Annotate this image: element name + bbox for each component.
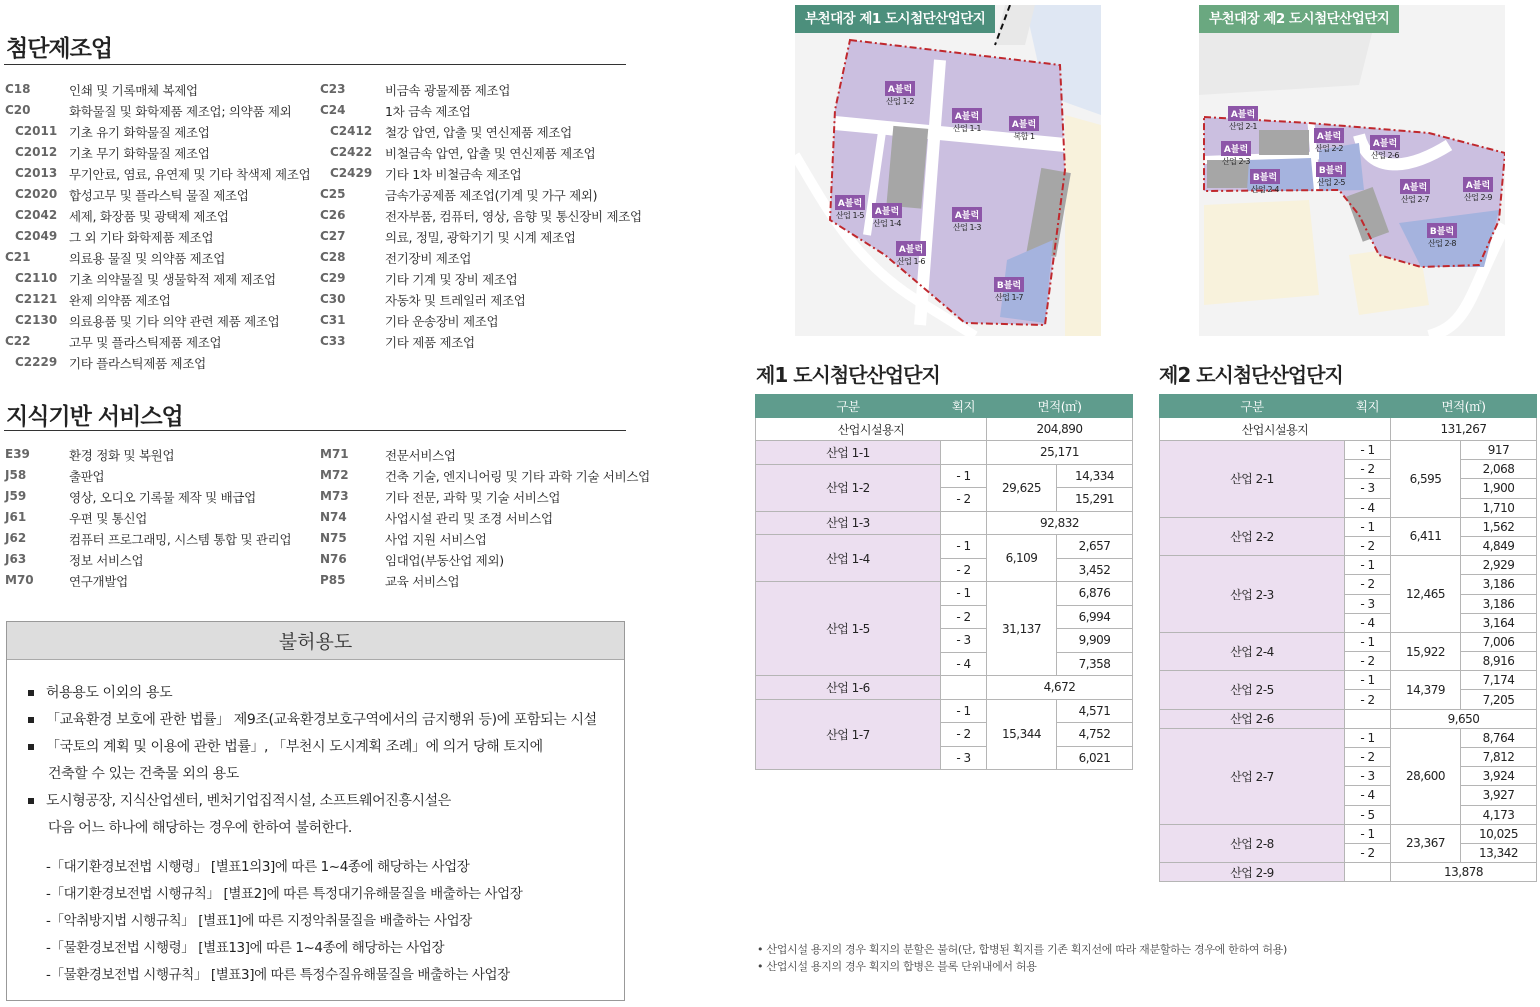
industry-name: 기타 기계 및 장비 제조업 xyxy=(385,272,518,287)
industry-name: 인쇄 및 기록매체 복제업 xyxy=(69,83,198,98)
industry-code: M72 xyxy=(320,468,349,482)
industry-code: C2012 xyxy=(15,145,58,159)
block-badge: A블럭 xyxy=(1009,116,1039,131)
row-lot: - 2 xyxy=(941,723,987,747)
block-name: 산업 2-4 xyxy=(1250,185,1280,194)
row-name: 산업 2-9 xyxy=(1160,863,1345,882)
row-lot: - 3 xyxy=(941,629,987,653)
row-area: 7,174 xyxy=(1461,671,1537,690)
block-name: 산업 1-3 xyxy=(952,223,982,232)
area-table-1 xyxy=(755,394,1133,770)
industry-code: C30 xyxy=(320,292,346,306)
industry-name: 완제 의약품 제조업 xyxy=(69,293,171,308)
row-total: 15,344 xyxy=(987,699,1057,770)
industry-name: 의료용품 및 기타 의약 관련 제품 제조업 xyxy=(69,314,280,329)
block-badge: B블럭 xyxy=(1427,223,1457,238)
row-name: 산업 2-2 xyxy=(1160,517,1345,555)
row-area: 4,849 xyxy=(1461,536,1537,555)
industry-code: C2229 xyxy=(15,355,58,369)
manufacturing-title: 첨단제조업 xyxy=(6,36,113,62)
bullet-icon xyxy=(28,717,34,723)
block-name: 산업 2-9 xyxy=(1463,193,1493,202)
block-badge: B블럭 xyxy=(1250,169,1280,184)
row-name: 산업 1-2 xyxy=(756,464,941,511)
header-lot: 획지 xyxy=(941,395,987,418)
row-total: 23,367 xyxy=(1391,824,1461,862)
row-lot: - 1 xyxy=(1345,671,1391,690)
row-lot: - 2 xyxy=(941,558,987,582)
row-total: 12,465 xyxy=(1391,556,1461,633)
sub-item: -「물환경보전법 시행규칙」 [별표3]에 따른 특정수질유해물질을 배출하는 사업장 xyxy=(46,967,510,983)
row-total: 6,595 xyxy=(1391,441,1461,518)
row-area: 3,452 xyxy=(1057,558,1133,582)
row-name: 산업 1-6 xyxy=(756,676,941,700)
industry-code: C26 xyxy=(320,208,346,222)
industry-code: J59 xyxy=(5,489,27,503)
industry-code: C18 xyxy=(5,82,31,96)
row-total: 25,171 xyxy=(987,441,1133,465)
row-lot: - 1 xyxy=(941,699,987,723)
row-area: 1,710 xyxy=(1461,498,1537,517)
site-map-2-title: 부천대장 제2 도시첨단산업단지 xyxy=(1199,5,1399,33)
block-label xyxy=(1214,137,1258,167)
total-label: 산업시설용지 xyxy=(1160,418,1391,441)
row-lot: - 2 xyxy=(1345,748,1391,767)
site-map-1-drawing xyxy=(795,5,1101,336)
row-lot: - 5 xyxy=(1345,805,1391,824)
bullet-text: 허용용도 이외의 용도 xyxy=(46,685,173,701)
industry-name: 전자부품, 컴퓨터, 영상, 음향 및 통신장비 제조업 xyxy=(385,209,642,224)
industry-name: 자동차 및 트레일러 제조업 xyxy=(385,293,526,308)
sub-item: -「대기환경보전법 시행령」 [별표1의3]에 따른 1~4종에 해당하는 사업장 xyxy=(46,859,470,875)
row-lot: - 4 xyxy=(941,652,987,676)
bullet-text-continued: 다음 어느 하나에 해당하는 경우에 한하여 불허한다. xyxy=(48,820,352,836)
total-label: 산업시설용지 xyxy=(756,418,987,441)
bullet-text-continued: 건축할 수 있는 건축물 외의 용도 xyxy=(48,766,239,782)
block-badge: A블럭 xyxy=(1370,135,1400,150)
row-area: 2,929 xyxy=(1461,556,1537,575)
block-name: 산업 2-7 xyxy=(1400,195,1430,204)
industry-code: C31 xyxy=(320,313,346,327)
row-area: 13,342 xyxy=(1461,843,1537,862)
industry-name: 기타 플라스틱제품 제조업 xyxy=(69,356,206,371)
industry-code: C33 xyxy=(320,334,346,348)
industry-code: C2049 xyxy=(15,229,58,243)
site-map-1 xyxy=(795,5,1101,336)
row-total: 4,672 xyxy=(987,676,1133,700)
row-area: 7,205 xyxy=(1461,690,1537,709)
row-lot-empty xyxy=(941,441,987,465)
industry-code: C27 xyxy=(320,229,346,243)
sub-item: -「악취방지법 시행규칙」 [별표1]에 따른 지정악취물질을 배출하는 사업장 xyxy=(46,913,472,929)
prohibited-title: 불허용도 xyxy=(7,622,624,660)
block-name: 산업 1-2 xyxy=(885,97,915,106)
row-lot: - 1 xyxy=(941,535,987,559)
industry-name: 기초 유기 화학물질 제조업 xyxy=(69,125,210,140)
industry-code: C2130 xyxy=(15,313,58,327)
industry-code: C2110 xyxy=(15,271,58,285)
row-total: 14,379 xyxy=(1391,671,1461,709)
industry-name: 금속가공제품 제조업(기계 및 가구 제외) xyxy=(385,188,598,203)
block-label xyxy=(1393,175,1437,205)
industry-name: 화학물질 및 화학제품 제조업; 의약품 제외 xyxy=(69,104,292,119)
block-name: 산업 2-5 xyxy=(1316,178,1346,187)
industry-name: 기타 전문, 과학 및 기술 서비스업 xyxy=(385,490,561,505)
row-lot: - 1 xyxy=(941,582,987,606)
block-label xyxy=(1221,102,1265,132)
site-map-2 xyxy=(1199,5,1505,336)
block-badge: A블럭 xyxy=(952,108,982,123)
row-area: 3,164 xyxy=(1461,613,1537,632)
industry-code: P85 xyxy=(320,573,346,587)
industry-code: C22 xyxy=(5,334,31,348)
block-label xyxy=(1307,124,1351,154)
row-area: 3,927 xyxy=(1461,786,1537,805)
industry-name: 컴퓨터 프로그래밍, 시스템 통합 및 관리업 xyxy=(69,532,292,547)
industry-name: 기초 의약물질 및 생물학적 제제 제조업 xyxy=(69,272,276,287)
industry-name: 합성고무 및 플라스틱 물질 제조업 xyxy=(69,188,249,203)
industry-name: 무기안료, 염료, 유연제 및 기타 착색제 제조업 xyxy=(69,167,311,182)
industry-name: 의료, 정밀, 광학기기 및 시계 제조업 xyxy=(385,230,576,245)
row-lot-empty xyxy=(1345,709,1391,728)
row-name: 산업 1-7 xyxy=(756,699,941,770)
service-title: 지식기반 서비스업 xyxy=(6,404,183,430)
row-total: 6,411 xyxy=(1391,517,1461,555)
block-badge: A블럭 xyxy=(1221,141,1251,156)
divider xyxy=(4,64,626,65)
industry-name: 전기장비 제조업 xyxy=(385,251,472,266)
bullet-item xyxy=(28,709,597,729)
industry-code: C25 xyxy=(320,187,346,201)
row-area: 6,021 xyxy=(1057,746,1133,770)
row-area: 1,562 xyxy=(1461,517,1537,536)
industry-name: 기타 1차 비철금속 제조업 xyxy=(385,167,522,182)
row-total: 6,109 xyxy=(987,535,1057,582)
industry-code: M71 xyxy=(320,447,349,461)
industry-name: 철강 압연, 압출 및 연신제품 제조업 xyxy=(385,125,572,140)
row-lot: - 2 xyxy=(1345,460,1391,479)
industry-name: 환경 정화 및 복원업 xyxy=(69,448,175,463)
bullet-item xyxy=(28,790,451,810)
row-lot: - 3 xyxy=(941,746,987,770)
block-name: 복합 1 xyxy=(1013,132,1035,141)
sub-item: -「물환경보전법 시행령」 [별표13]에 따른 1~4종에 해당하는 사업장 xyxy=(46,940,445,956)
header-area: 면적(㎡) xyxy=(987,395,1133,418)
industry-name: 기초 무기 화학물질 제조업 xyxy=(69,146,210,161)
industry-name: 1차 금속 제조업 xyxy=(385,104,471,119)
industry-code: C21 xyxy=(5,250,31,264)
bullet-icon xyxy=(28,690,34,696)
industry-code: C2013 xyxy=(15,166,58,180)
industry-code: J58 xyxy=(5,468,27,482)
row-name: 산업 2-5 xyxy=(1160,671,1345,709)
industry-name: 사업 지원 서비스업 xyxy=(385,532,487,547)
row-total: 29,625 xyxy=(987,464,1057,511)
row-name: 산업 2-8 xyxy=(1160,824,1345,862)
row-area: 917 xyxy=(1461,441,1537,460)
row-area: 15,291 xyxy=(1057,488,1133,512)
row-area: 8,916 xyxy=(1461,652,1537,671)
block-name: 산업 1-1 xyxy=(952,124,982,133)
header-area: 면적(㎡) xyxy=(1391,395,1537,418)
block-badge: A블럭 xyxy=(1463,177,1493,192)
industry-name: 임대업(부동산업 제외) xyxy=(385,553,504,568)
row-lot: - 2 xyxy=(941,605,987,629)
block-badge: B블럭 xyxy=(1316,162,1346,177)
row-area: 2,068 xyxy=(1461,460,1537,479)
industry-name: 고무 및 플라스틱제품 제조업 xyxy=(69,335,222,350)
footnote-1: • 산업시설 용지의 경우 획지의 분할은 불허(단, 합병된 획지를 기존 획지선에 따라 재분할하는 경우에 한하여 허용) xyxy=(757,943,1287,956)
row-lot: - 1 xyxy=(1345,556,1391,575)
industry-code: M73 xyxy=(320,489,349,503)
block-label xyxy=(987,273,1031,303)
block-label xyxy=(1243,165,1287,195)
industry-name: 의료용 물질 및 의약품 제조업 xyxy=(69,251,225,266)
row-lot: - 1 xyxy=(941,464,987,488)
bullet-text: 「국토의 계획 및 이용에 관한 법률」, 「부천시 도시계획 조례」에 의거 당해 토지에 xyxy=(46,739,543,755)
row-area: 3,186 xyxy=(1461,575,1537,594)
industry-code: N75 xyxy=(320,531,347,545)
industry-name: 기타 운송장비 제조업 xyxy=(385,314,499,329)
row-name: 산업 1-1 xyxy=(756,441,941,465)
block-label xyxy=(1456,173,1500,203)
industry-code: N76 xyxy=(320,552,347,566)
industry-name: 기타 제품 제조업 xyxy=(385,335,475,350)
block-badge: A블럭 xyxy=(952,207,982,222)
industry-code: C2412 xyxy=(330,124,373,138)
row-lot: - 2 xyxy=(1345,652,1391,671)
industry-name: 전문서비스업 xyxy=(385,448,456,463)
industry-code: J62 xyxy=(5,531,27,545)
industry-code: C2020 xyxy=(15,187,58,201)
row-total: 92,832 xyxy=(987,511,1133,535)
industry-name: 교육 서비스업 xyxy=(385,574,460,589)
row-total: 9,650 xyxy=(1391,709,1537,728)
bullet-icon xyxy=(28,744,34,750)
header-category: 구분 xyxy=(756,395,941,418)
industry-name: 세제, 화장품 및 광택제 제조업 xyxy=(69,209,229,224)
block-label xyxy=(1363,131,1407,161)
block-name: 산업 2-3 xyxy=(1221,157,1251,166)
row-lot-empty xyxy=(941,511,987,535)
row-name: 산업 1-3 xyxy=(756,511,941,535)
industry-code: C2121 xyxy=(15,292,58,306)
industry-code: J61 xyxy=(5,510,27,524)
row-name: 산업 1-5 xyxy=(756,582,941,676)
row-area: 14,334 xyxy=(1057,464,1133,488)
bullet-text: 도시형공장, 지식산업센터, 벤처기업집적시설, 소프트웨어진흥시설은 xyxy=(46,793,451,809)
row-area: 7,006 xyxy=(1461,632,1537,651)
block-name: 산업 1-7 xyxy=(994,293,1024,302)
row-name: 산업 2-3 xyxy=(1160,556,1345,633)
industry-code: C28 xyxy=(320,250,346,264)
area-table-2 xyxy=(1159,394,1537,882)
row-lot-empty xyxy=(941,676,987,700)
bullet-icon xyxy=(28,798,34,804)
row-lot: - 4 xyxy=(1345,786,1391,805)
row-lot: - 4 xyxy=(1345,498,1391,517)
footnote-2: • 산업시설 용지의 경우 획지의 합병은 블록 단위내에서 허용 xyxy=(757,960,1037,973)
block-name: 산업 2-2 xyxy=(1314,144,1344,153)
industry-name: 출판업 xyxy=(69,469,105,484)
row-total: 28,600 xyxy=(1391,728,1461,824)
row-area: 9,909 xyxy=(1057,629,1133,653)
industry-code: M70 xyxy=(5,573,34,587)
block-label xyxy=(1420,219,1464,249)
block-label xyxy=(945,104,989,134)
industry-code: J63 xyxy=(5,552,27,566)
block-badge: B블럭 xyxy=(994,277,1024,292)
industry-code: N74 xyxy=(320,510,347,524)
industry-code: C2429 xyxy=(330,166,373,180)
bullet-item xyxy=(28,682,172,702)
row-total: 31,137 xyxy=(987,582,1057,676)
row-area: 3,186 xyxy=(1461,594,1537,613)
industry-code: C2011 xyxy=(15,124,58,138)
table-2-title: 제2 도시첨단산업단지 xyxy=(1159,363,1343,387)
row-area: 3,924 xyxy=(1461,767,1537,786)
industry-name: 그 외 기타 화학제품 제조업 xyxy=(69,230,214,245)
row-area: 7,812 xyxy=(1461,748,1537,767)
row-area: 4,173 xyxy=(1461,805,1537,824)
row-area: 8,764 xyxy=(1461,728,1537,747)
row-lot: - 3 xyxy=(1345,479,1391,498)
block-name: 산업 2-1 xyxy=(1228,122,1258,131)
industry-name: 비철금속 압연, 압출 및 연신제품 제조업 xyxy=(385,146,596,161)
table-1-title: 제1 도시첨단산업단지 xyxy=(756,363,940,387)
site-map-1-title: 부천대장 제1 도시첨단산업단지 xyxy=(795,5,995,33)
total-value: 131,267 xyxy=(1391,418,1537,441)
row-area: 6,994 xyxy=(1057,605,1133,629)
industry-code: C24 xyxy=(320,103,346,117)
row-lot: - 2 xyxy=(1345,690,1391,709)
row-lot-empty xyxy=(1345,863,1391,882)
row-lot: - 1 xyxy=(1345,632,1391,651)
row-name: 산업 1-4 xyxy=(756,535,941,582)
industry-name: 사업시설 관리 및 조경 서비스업 xyxy=(385,511,553,526)
row-area: 2,657 xyxy=(1057,535,1133,559)
row-lot: - 1 xyxy=(1345,441,1391,460)
divider xyxy=(4,430,626,431)
industry-code: C20 xyxy=(5,103,31,117)
row-name: 산업 2-6 xyxy=(1160,709,1345,728)
row-lot: - 3 xyxy=(1345,594,1391,613)
header-category: 구분 xyxy=(1160,395,1345,418)
row-lot: - 1 xyxy=(1345,728,1391,747)
block-name: 산업 1-6 xyxy=(896,257,926,266)
industry-name: 연구개발업 xyxy=(69,574,128,589)
block-label xyxy=(945,203,989,233)
industry-code: C23 xyxy=(320,82,346,96)
row-area: 1,900 xyxy=(1461,479,1537,498)
block-label xyxy=(889,237,933,267)
sub-item: -「대기환경보전법 시행규칙」 [별표2]에 따른 특정대기유해물질을 배출하는 사업장 xyxy=(46,886,523,902)
industry-name: 비금속 광물제품 제조업 xyxy=(385,83,511,98)
block-badge: A블럭 xyxy=(835,195,865,210)
block-name: 산업 2-8 xyxy=(1427,239,1457,248)
bullet-item xyxy=(28,736,543,756)
row-name: 산업 2-1 xyxy=(1160,441,1345,518)
row-area: 10,025 xyxy=(1461,824,1537,843)
industry-code: C2422 xyxy=(330,145,373,159)
industry-code: C2042 xyxy=(15,208,58,222)
block-label xyxy=(1002,112,1046,142)
industry-name: 영상, 오디오 기록물 제작 및 배급업 xyxy=(69,490,256,505)
row-lot: - 2 xyxy=(941,488,987,512)
row-area: 6,876 xyxy=(1057,582,1133,606)
industry-name: 건축 기술, 엔지니어링 및 기타 과학 기술 서비스업 xyxy=(385,469,650,484)
block-name: 산업 2-6 xyxy=(1370,151,1400,160)
row-lot: - 2 xyxy=(1345,843,1391,862)
row-lot: - 2 xyxy=(1345,536,1391,555)
block-badge: A블럭 xyxy=(1314,128,1344,143)
block-badge: A블럭 xyxy=(872,203,902,218)
block-name: 산업 1-5 xyxy=(835,211,865,220)
row-area: 4,752 xyxy=(1057,723,1133,747)
header-lot: 획지 xyxy=(1345,395,1391,418)
block-label xyxy=(865,199,909,229)
row-lot: - 4 xyxy=(1345,613,1391,632)
block-badge: A블럭 xyxy=(896,241,926,256)
industry-code: C29 xyxy=(320,271,346,285)
block-badge: A블럭 xyxy=(1228,106,1258,121)
row-lot: - 3 xyxy=(1345,767,1391,786)
block-badge: A블럭 xyxy=(885,81,915,96)
row-total: 15,922 xyxy=(1391,632,1461,670)
block-label xyxy=(1309,158,1353,188)
industry-name: 우편 및 통신업 xyxy=(69,511,147,526)
industry-code: E39 xyxy=(5,447,30,461)
row-lot: - 1 xyxy=(1345,824,1391,843)
row-lot: - 1 xyxy=(1345,517,1391,536)
row-lot: - 2 xyxy=(1345,575,1391,594)
row-area: 7,358 xyxy=(1057,652,1133,676)
row-area: 4,571 xyxy=(1057,699,1133,723)
row-name: 산업 2-7 xyxy=(1160,728,1345,824)
row-name: 산업 2-4 xyxy=(1160,632,1345,670)
industry-name: 정보 서비스업 xyxy=(69,553,144,568)
bullet-text: 「교육환경 보호에 관한 법률」 제9조(교육환경보호구역에서의 금지행위 등)에 포함되는 시설 xyxy=(46,712,597,728)
block-badge: A블럭 xyxy=(1400,179,1430,194)
block-label xyxy=(878,77,922,107)
block-name: 산업 1-4 xyxy=(872,219,902,228)
total-value: 204,890 xyxy=(987,418,1133,441)
row-total: 13,878 xyxy=(1391,863,1537,882)
